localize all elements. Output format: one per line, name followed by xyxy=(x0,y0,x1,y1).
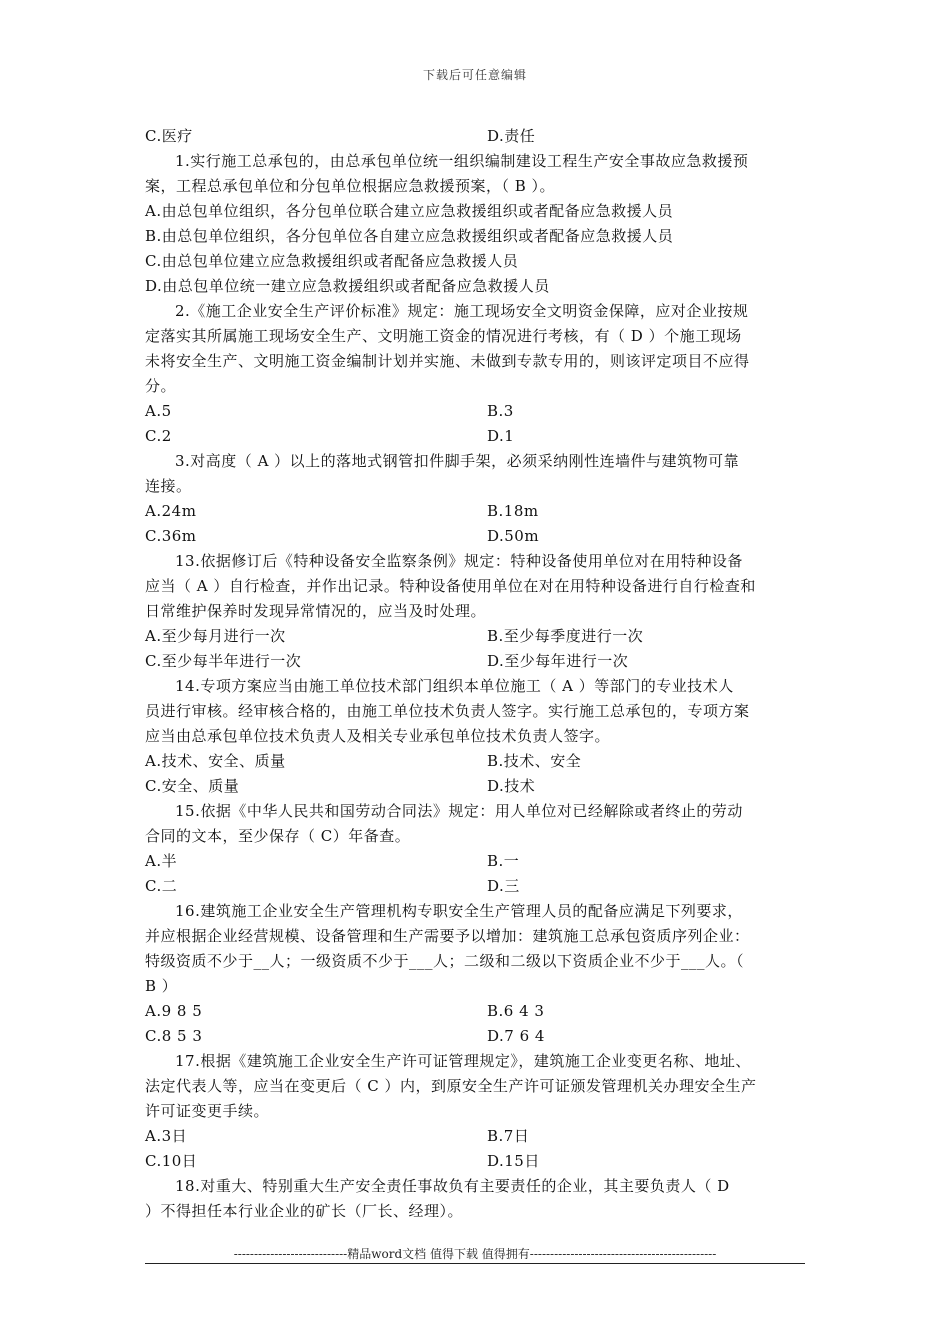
option-row xyxy=(145,874,810,899)
option-row xyxy=(145,999,810,1024)
option-right: B.18m xyxy=(487,502,539,520)
text-line: 案，工程总承包单位和分包单位根据应急救援预案，（ B ）。 xyxy=(145,177,556,195)
option-left: C.10日 xyxy=(145,1152,198,1170)
option-left: C.安全、质量 xyxy=(145,777,240,795)
option-row xyxy=(145,774,810,799)
option-right: D.至少每年进行一次 xyxy=(487,652,629,670)
text-line: D.由总包单位统一建立应急救援组织或者配备应急救援人员 xyxy=(145,277,550,295)
text-line: 应当由总承包单位技术负责人及相关专业承包单位技术负责人签字。 xyxy=(145,727,611,745)
option-left: A.5 xyxy=(145,402,172,420)
option-row xyxy=(145,649,810,674)
text-line: 分。 xyxy=(145,377,177,395)
text-line: 合同的文本，至少保存（ C）年备查。 xyxy=(145,827,411,845)
option-left: A.3日 xyxy=(145,1127,188,1145)
option-right: B.一 xyxy=(487,852,520,870)
option-row xyxy=(145,524,810,549)
question-line: 3.对高度（ A ）以上的落地式钢管扣件脚手架，必须采纳刚性连墙件与建筑物可靠 xyxy=(175,452,740,470)
text-line: B.由总包单位组织，各分包单位各自建立应急救援组织或者配备应急救援人员 xyxy=(145,227,674,245)
option-row xyxy=(145,1124,810,1149)
option-right: B.6 4 3 xyxy=(487,1002,545,1020)
option-left: C.2 xyxy=(145,427,172,445)
option-left: A.24m xyxy=(145,502,197,520)
text-line: 定落实其所属施工现场安全生产、文明施工资金的情况进行考核，有（ D ）个施工现场 xyxy=(145,327,742,345)
text-line: A.由总包单位组织，各分包单位联合建立应急救援组织或者配备应急救援人员 xyxy=(145,202,674,220)
option-right: D.50m xyxy=(487,527,540,545)
page-header: 下载后可任意编辑 xyxy=(422,68,527,82)
text-line: 许可证变更手续。 xyxy=(145,1102,270,1120)
text-line: 日常维护保养时发现异常情况的，应当及时处理。 xyxy=(145,602,487,620)
text-line: 连接。 xyxy=(145,477,192,495)
option-right: D.15日 xyxy=(487,1152,540,1170)
page-footer: ----------------------------精品word文档 值得下载 值得拥有---------------------------------------------- xyxy=(233,1247,717,1261)
footer-divider xyxy=(145,1263,805,1264)
document-body xyxy=(145,124,810,1224)
option-row xyxy=(145,424,810,449)
text-line: 员进行审核。经审核合格的，由施工单位技术负责人签字。实行施工总承包的，专项方案 xyxy=(145,702,750,720)
option-left: C.至少每半年进行一次 xyxy=(145,652,302,670)
option-left: C.医疗 xyxy=(145,127,193,145)
option-left: C.8 5 3 xyxy=(145,1027,203,1045)
question-line: 14.专项方案应当由施工单位技术部门组织本单位施工（ A ）等部门的专业技术人 xyxy=(175,677,734,695)
text-line: C.由总包单位建立应急救援组织或者配备应急救援人员 xyxy=(145,252,519,270)
text-line: ）不得担任本行业企业的矿长（厂长、经理）。 xyxy=(145,1202,464,1220)
option-right: D.7 6 4 xyxy=(487,1027,545,1045)
option-right: D.技术 xyxy=(487,777,536,795)
option-left: A.至少每月进行一次 xyxy=(145,627,286,645)
text-line: 应当（ A ）自行检查，并作出记录。特种设备使用单位在对在用特种设备进行自行检查和 xyxy=(145,577,756,595)
question-line: 17.根据《建筑施工企业安全生产许可证管理规定》，建筑施工企业变更名称、地址、 xyxy=(175,1052,751,1070)
option-row xyxy=(145,499,810,524)
option-row xyxy=(145,1024,810,1049)
option-right: D.责任 xyxy=(487,127,536,145)
option-left: A.9 8 5 xyxy=(145,1002,203,1020)
option-right: B.技术、安全 xyxy=(487,752,582,770)
option-row xyxy=(145,124,810,149)
option-left: C.36m xyxy=(145,527,197,545)
text-line: 特级资质不少于__人；一级资质不少于___人；二级和二级以下资质企业不少于___人。（ xyxy=(145,952,745,970)
option-left: C.二 xyxy=(145,877,178,895)
option-row xyxy=(145,749,810,774)
option-right: D.1 xyxy=(487,427,515,445)
option-row xyxy=(145,1149,810,1174)
question-line: 15.依据《中华人民共和国劳动合同法》规定：用人单位对已经解除或者终止的劳动 xyxy=(175,802,743,820)
question-line: 16.建筑施工企业安全生产管理机构专职安全生产管理人员的配备应满足下列要求， xyxy=(175,902,743,920)
option-row xyxy=(145,849,810,874)
option-right: B.3 xyxy=(487,402,514,420)
option-left: A.技术、安全、质量 xyxy=(145,752,286,770)
text-line: 未将安全生产、文明施工资金编制计划并实施、未做到专款专用的，则该评定项目不应得 xyxy=(145,352,750,370)
option-right: B.7日 xyxy=(487,1127,530,1145)
question-line: 13.依据修订后《特种设备安全监察条例》规定：特种设备使用单位对在用特种设备 xyxy=(175,552,743,570)
question-line: 2.《施工企业安全生产评价标准》规定：施工现场安全文明资金保障，应对企业按规 xyxy=(175,302,749,320)
text-line: 法定代表人等，应当在变更后（ C ）内，到原安全生产许可证颁发管理机关办理安全生产 xyxy=(145,1077,757,1095)
option-right: D.三 xyxy=(487,877,520,895)
option-left: A.半 xyxy=(145,852,178,870)
text-line: 并应根据企业经营规模、设备管理和生产需要予以增加：建筑施工总承包资质序列企业： xyxy=(145,927,750,945)
option-row xyxy=(145,399,810,424)
question-line: 18.对重大、特别重大生产安全责任事故负有主要责任的企业，其主要负责人（ D xyxy=(175,1177,730,1195)
option-right: B.至少每季度进行一次 xyxy=(487,627,644,645)
option-row xyxy=(145,624,810,649)
text-line: B ） xyxy=(145,977,178,995)
question-line: 1.实行施工总承包的，由总承包单位统一组织编制建设工程生产安全事故应急救援预 xyxy=(175,152,749,170)
